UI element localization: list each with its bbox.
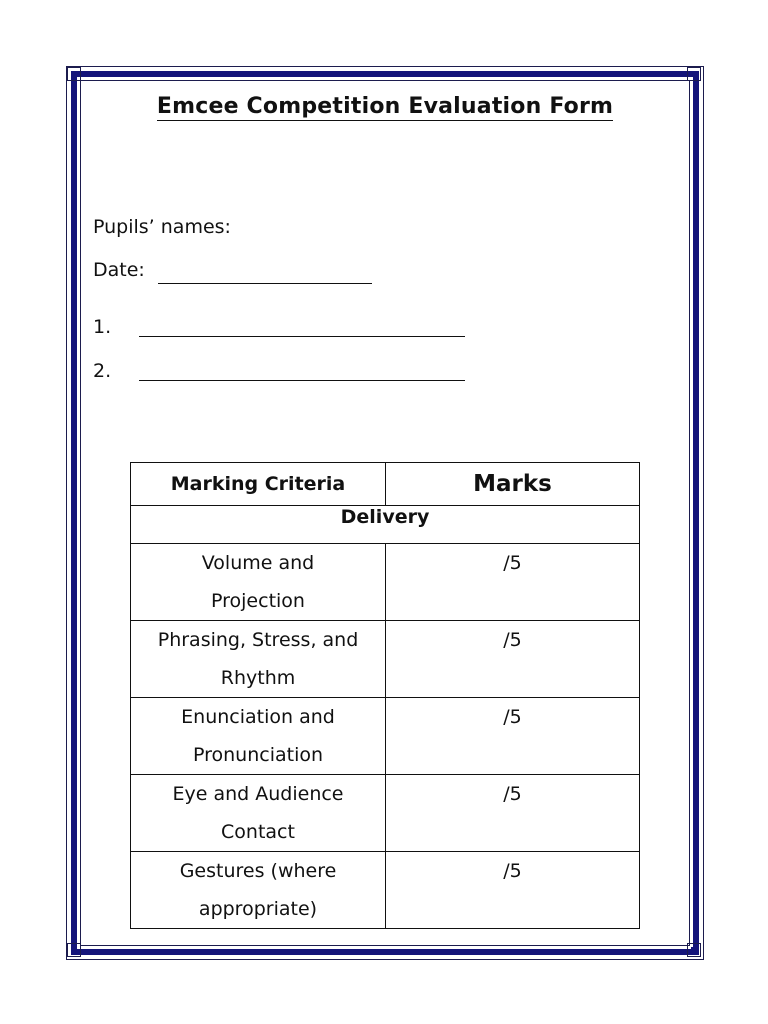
marks-cell[interactable]: /5	[386, 544, 640, 621]
criteria-cell	[131, 698, 386, 775]
criteria-line: Volume and	[201, 552, 315, 574]
form-title-text: Emcee Competition Evaluation Form	[156, 94, 614, 119]
criteria-line: Pronunciation	[192, 744, 324, 766]
corner-ornament	[687, 67, 701, 81]
criteria-line: Rhythm	[220, 667, 296, 689]
pupil-item-number: 1.	[93, 316, 112, 338]
marking-table	[130, 462, 640, 929]
section-row	[131, 506, 640, 544]
table-row	[131, 544, 640, 621]
table-header-row	[131, 463, 640, 506]
criteria-cell	[131, 621, 386, 698]
header-marks: Marks	[386, 463, 640, 506]
criteria-line: Enunciation and	[181, 706, 335, 728]
table-row	[131, 852, 640, 929]
marks-cell[interactable]: /5	[386, 775, 640, 852]
criteria-cell	[131, 544, 386, 621]
corner-ornament	[687, 943, 701, 957]
corner-ornament	[67, 943, 81, 957]
criteria-line: Contact	[221, 821, 295, 843]
criteria-line: Phrasing, Stress, and	[157, 629, 359, 651]
corner-ornament	[67, 67, 81, 81]
table-row	[131, 698, 640, 775]
marks-cell[interactable]: /5	[386, 852, 640, 929]
date-label: Date:	[93, 259, 145, 281]
table-row	[131, 621, 640, 698]
date-blank-line[interactable]	[158, 283, 372, 284]
pupils-names-label: Pupils’ names:	[93, 216, 231, 238]
pupil-name-blank-line[interactable]	[139, 380, 465, 381]
criteria-line: appropriate)	[198, 898, 318, 920]
criteria-cell	[131, 775, 386, 852]
marks-cell[interactable]: /5	[386, 698, 640, 775]
criteria-line: Gestures (where	[179, 860, 337, 882]
table-row	[131, 775, 640, 852]
marks-cell[interactable]: /5	[386, 621, 640, 698]
criteria-line: Projection	[211, 590, 305, 612]
pupil-name-blank-line[interactable]	[139, 336, 465, 337]
pupil-item-number: 2.	[93, 360, 112, 382]
section-delivery: Delivery	[131, 506, 640, 544]
header-marking-criteria: Marking Criteria	[131, 463, 386, 506]
criteria-cell	[131, 852, 386, 929]
criteria-line: Eye and Audience	[172, 783, 344, 805]
form-title	[80, 94, 690, 119]
